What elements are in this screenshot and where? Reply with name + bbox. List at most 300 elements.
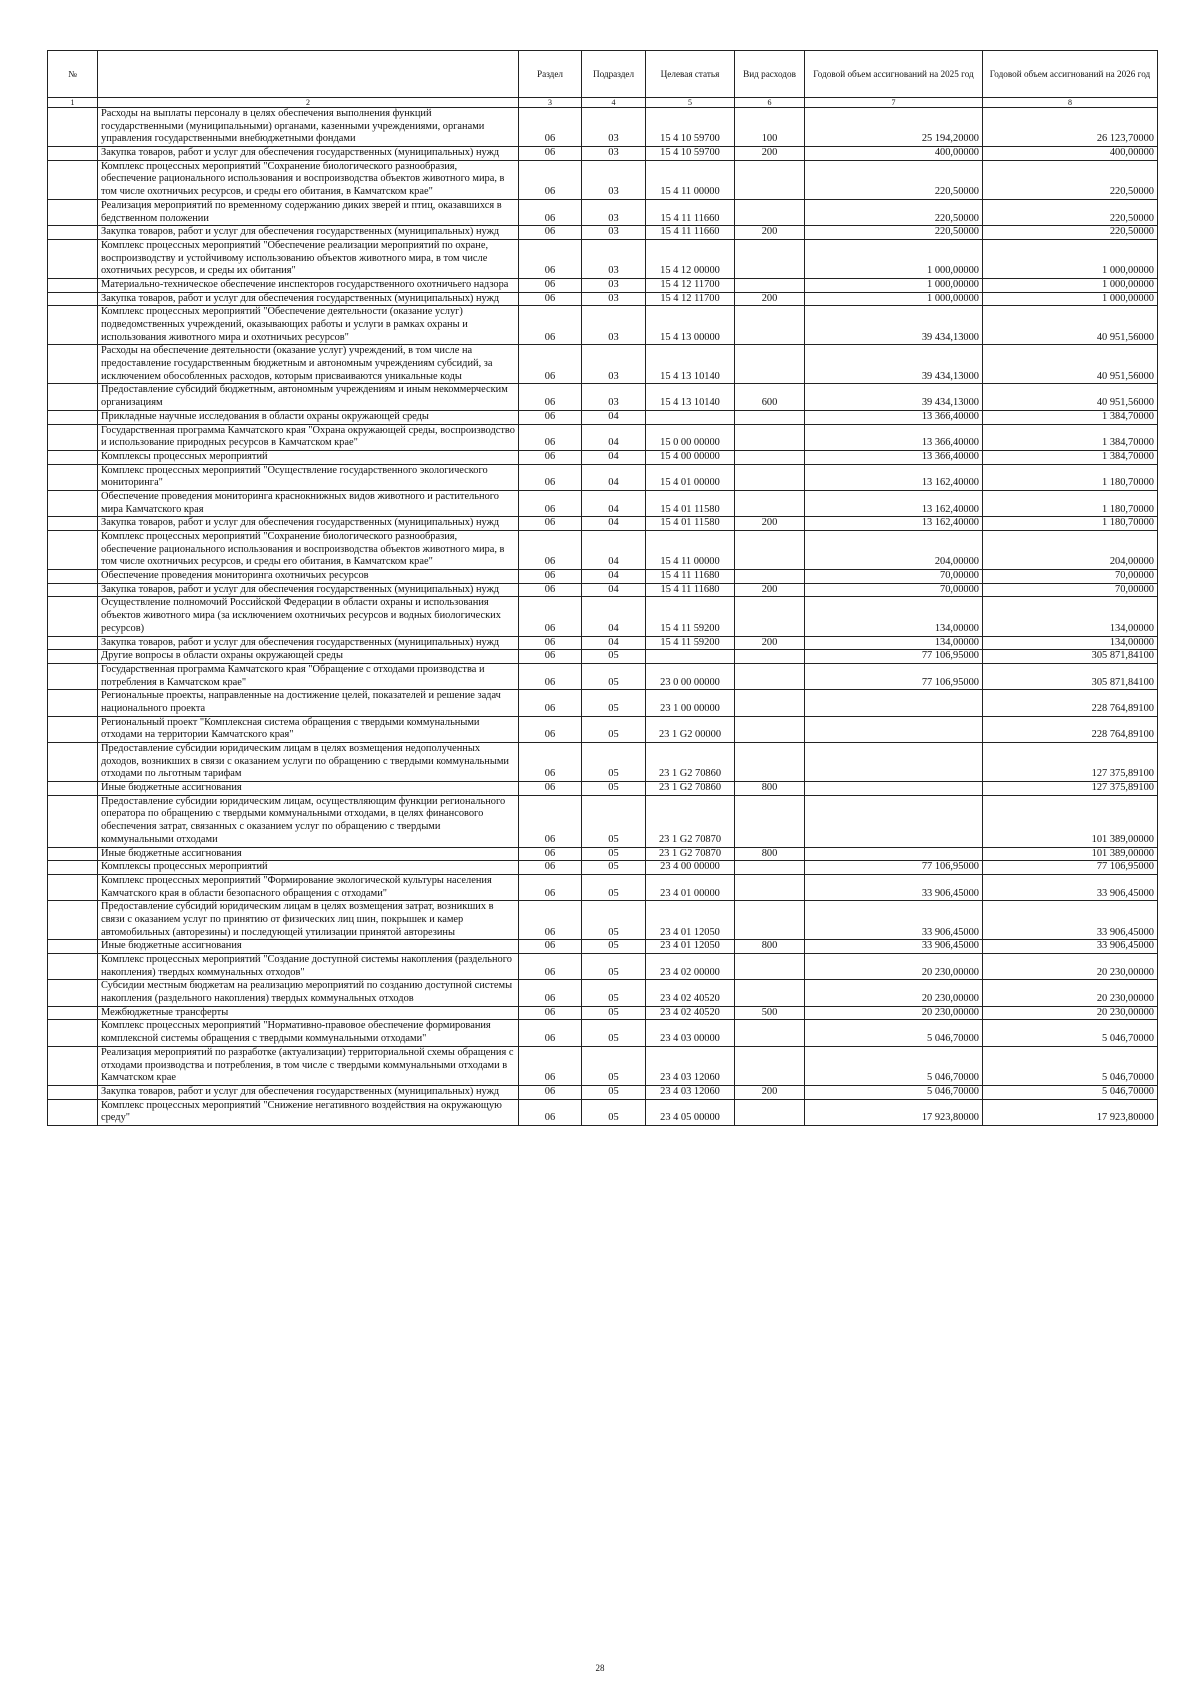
table-row (48, 570, 1158, 584)
cell-number (48, 901, 98, 940)
cell-podrazdel: 04 (582, 636, 646, 650)
cell-name: Реализация мероприятий по разработке (актуализации) территориальной схемы обращения с отходами производства и потребления, в том числе с твердыми коммунальными отходами в Камчатском крае (98, 1046, 519, 1085)
cell-expense-type: 100 (735, 108, 805, 147)
cell-volume-2025: 33 906,45000 (805, 940, 983, 954)
cell-name: Предоставление субсидий юридическим лицам в целях возмещения затрат, возникших в связи с оказанием услуг по принятию от физических лиц шин, покрышек и камер автомобильных (авторезины) и последующей утилизации принятой авторезины (98, 901, 519, 940)
cell-target-article: 23 1 G2 70870 (646, 847, 735, 861)
cell-number (48, 239, 98, 278)
cell-name: Иные бюджетные ассигнования (98, 782, 519, 796)
cell-volume-2025: 5 046,70000 (805, 1046, 983, 1085)
cell-number (48, 874, 98, 900)
cell-number (48, 345, 98, 384)
cell-name: Закупка товаров, работ и услуг для обеспечения государственных (муниципальных) нужд (98, 226, 519, 240)
cell-number (48, 583, 98, 597)
cell-name: Закупка товаров, работ и услуг для обеспечения государственных (муниципальных) нужд (98, 636, 519, 650)
cell-podrazdel: 05 (582, 861, 646, 875)
cell-razdel: 06 (519, 384, 582, 410)
cell-name: Иные бюджетные ассигнования (98, 940, 519, 954)
cell-razdel: 06 (519, 980, 582, 1006)
cell-target-article: 23 4 02 40520 (646, 1006, 735, 1020)
column-number: 8 (983, 98, 1158, 108)
cell-razdel: 06 (519, 160, 582, 199)
cell-volume-2025 (805, 847, 983, 861)
cell-razdel: 06 (519, 424, 582, 450)
cell-expense-type (735, 980, 805, 1006)
cell-expense-type (735, 743, 805, 782)
cell-target-article: 15 4 01 00000 (646, 464, 735, 490)
cell-volume-2026: 305 871,84100 (983, 650, 1158, 664)
cell-podrazdel: 05 (582, 690, 646, 716)
cell-razdel: 06 (519, 954, 582, 980)
cell-number (48, 292, 98, 306)
cell-podrazdel: 05 (582, 716, 646, 742)
table-row (48, 517, 1158, 531)
cell-name: Комплекс процессных мероприятий "Формирование экологической культуры населения Камчатского края в области безопасного обращения с отходами" (98, 874, 519, 900)
cell-podrazdel: 03 (582, 108, 646, 147)
cell-volume-2025: 25 194,20000 (805, 108, 983, 147)
cell-volume-2026: 17 923,80000 (983, 1099, 1158, 1125)
cell-target-article: 15 4 11 11660 (646, 226, 735, 240)
cell-volume-2025: 77 106,95000 (805, 650, 983, 664)
cell-expense-type (735, 531, 805, 570)
cell-volume-2026: 204,00000 (983, 531, 1158, 570)
cell-volume-2025: 39 434,13000 (805, 384, 983, 410)
cell-number (48, 782, 98, 796)
cell-volume-2025: 13 366,40000 (805, 410, 983, 424)
cell-number (48, 410, 98, 424)
cell-name: Иные бюджетные ассигнования (98, 847, 519, 861)
cell-podrazdel: 04 (582, 597, 646, 636)
table-row (48, 597, 1158, 636)
table-row (48, 424, 1158, 450)
cell-number (48, 690, 98, 716)
cell-volume-2025: 13 162,40000 (805, 464, 983, 490)
cell-number (48, 531, 98, 570)
cell-name: Предоставление субсидий бюджетным, автономным учреждениям и иным некоммерческим организациям (98, 384, 519, 410)
cell-name: Межбюджетные трансферты (98, 1006, 519, 1020)
cell-volume-2026: 220,50000 (983, 199, 1158, 225)
table-row (48, 954, 1158, 980)
cell-target-article: 15 4 11 11680 (646, 570, 735, 584)
cell-volume-2025: 77 106,95000 (805, 663, 983, 689)
cell-expense-type: 200 (735, 1085, 805, 1099)
cell-volume-2026: 101 389,00000 (983, 795, 1158, 847)
table-row (48, 636, 1158, 650)
cell-target-article: 15 4 00 00000 (646, 450, 735, 464)
cell-volume-2026: 134,00000 (983, 597, 1158, 636)
cell-target-article: 15 4 11 59200 (646, 636, 735, 650)
cell-number (48, 108, 98, 147)
cell-volume-2025: 134,00000 (805, 597, 983, 636)
cell-volume-2025: 220,50000 (805, 226, 983, 240)
cell-number (48, 743, 98, 782)
cell-number (48, 1020, 98, 1046)
cell-expense-type: 800 (735, 847, 805, 861)
table-row (48, 980, 1158, 1006)
cell-expense-type (735, 239, 805, 278)
cell-expense-type (735, 450, 805, 464)
cell-podrazdel: 03 (582, 278, 646, 292)
table-row (48, 795, 1158, 847)
cell-expense-type (735, 160, 805, 199)
cell-podrazdel: 05 (582, 1099, 646, 1125)
header-volume-2025: Годовой объем ассигнований на 2025 год (805, 51, 983, 98)
cell-expense-type (735, 570, 805, 584)
cell-volume-2025 (805, 795, 983, 847)
cell-name: Прикладные научные исследования в области охраны окружающей среды (98, 410, 519, 424)
cell-volume-2025: 13 162,40000 (805, 517, 983, 531)
cell-target-article: 15 4 12 00000 (646, 239, 735, 278)
cell-number (48, 464, 98, 490)
cell-target-article: 23 4 01 00000 (646, 874, 735, 900)
cell-razdel: 06 (519, 901, 582, 940)
cell-expense-type (735, 650, 805, 664)
cell-volume-2026: 127 375,89100 (983, 743, 1158, 782)
cell-razdel: 06 (519, 597, 582, 636)
cell-expense-type (735, 901, 805, 940)
cell-number (48, 226, 98, 240)
table-row (48, 490, 1158, 516)
cell-podrazdel: 03 (582, 239, 646, 278)
cell-razdel: 06 (519, 795, 582, 847)
cell-volume-2026: 1 180,70000 (983, 464, 1158, 490)
table-row (48, 384, 1158, 410)
cell-volume-2025: 13 366,40000 (805, 450, 983, 464)
cell-expense-type: 200 (735, 583, 805, 597)
cell-target-article: 15 4 11 00000 (646, 531, 735, 570)
cell-number (48, 980, 98, 1006)
cell-number (48, 278, 98, 292)
cell-volume-2026: 127 375,89100 (983, 782, 1158, 796)
cell-podrazdel: 03 (582, 292, 646, 306)
table-row (48, 861, 1158, 875)
cell-podrazdel: 04 (582, 410, 646, 424)
cell-volume-2025: 5 046,70000 (805, 1085, 983, 1099)
cell-name: Региональные проекты, направленные на достижение целей, показателей и решение задач национального проекта (98, 690, 519, 716)
cell-volume-2025 (805, 690, 983, 716)
budget-table-sheet (47, 50, 1157, 1126)
cell-name: Субсидии местным бюджетам на реализацию мероприятий по созданию доступной системы накопления (раздельного накопления) твердых коммунальных отходов (98, 980, 519, 1006)
column-number: 6 (735, 98, 805, 108)
cell-podrazdel: 05 (582, 795, 646, 847)
cell-volume-2026: 20 230,00000 (983, 980, 1158, 1006)
cell-expense-type: 800 (735, 940, 805, 954)
cell-podrazdel: 05 (582, 1006, 646, 1020)
cell-number (48, 424, 98, 450)
cell-name: Закупка товаров, работ и услуг для обеспечения государственных (муниципальных) нужд (98, 147, 519, 161)
cell-expense-type (735, 663, 805, 689)
cell-razdel: 06 (519, 292, 582, 306)
cell-razdel: 06 (519, 782, 582, 796)
cell-expense-type (735, 424, 805, 450)
cell-volume-2025: 77 106,95000 (805, 861, 983, 875)
table-row (48, 410, 1158, 424)
table-row (48, 1085, 1158, 1099)
cell-number (48, 1085, 98, 1099)
table-row (48, 663, 1158, 689)
cell-volume-2026: 400,00000 (983, 147, 1158, 161)
cell-razdel: 06 (519, 226, 582, 240)
cell-volume-2025: 400,00000 (805, 147, 983, 161)
cell-name: Комплексы процессных мероприятий (98, 861, 519, 875)
header-name (98, 51, 519, 98)
table-row (48, 464, 1158, 490)
cell-target-article: 15 4 10 59700 (646, 108, 735, 147)
table-row (48, 306, 1158, 345)
cell-name: Комплекс процессных мероприятий "Снижение негативного воздействия на окружающую среду" (98, 1099, 519, 1125)
cell-razdel: 06 (519, 147, 582, 161)
table-row (48, 782, 1158, 796)
table-row (48, 292, 1158, 306)
cell-razdel: 06 (519, 874, 582, 900)
cell-name: Комплекс процессных мероприятий "Обеспечение деятельности (оказание услуг) подведомственных учреждений, оказывающих работы и услуги в рамках охраны и использования животного мира и охотничьих ресурсов" (98, 306, 519, 345)
cell-number (48, 1046, 98, 1085)
cell-number (48, 1006, 98, 1020)
table-row (48, 450, 1158, 464)
cell-volume-2026: 70,00000 (983, 583, 1158, 597)
cell-target-article: 15 4 11 11660 (646, 199, 735, 225)
cell-name: Комплекс процессных мероприятий "Обеспечение реализации мероприятий по охране, воспроизводству и устойчивому использованию объектов животного мира, в том числе охотничьих ресурсов, и среды их обитания" (98, 239, 519, 278)
cell-name: Комплекс процессных мероприятий "Осуществление государственного экологического мониторинга" (98, 464, 519, 490)
cell-number (48, 847, 98, 861)
cell-number (48, 1099, 98, 1125)
cell-podrazdel: 04 (582, 517, 646, 531)
cell-name: Комплексы процессных мероприятий (98, 450, 519, 464)
cell-razdel: 06 (519, 410, 582, 424)
cell-expense-type (735, 716, 805, 742)
cell-volume-2025 (805, 743, 983, 782)
cell-target-article: 23 4 02 40520 (646, 980, 735, 1006)
cell-volume-2025: 13 162,40000 (805, 490, 983, 516)
cell-volume-2025: 33 906,45000 (805, 901, 983, 940)
cell-volume-2026: 1 000,00000 (983, 278, 1158, 292)
cell-volume-2026: 40 951,56000 (983, 306, 1158, 345)
cell-volume-2026: 33 906,45000 (983, 874, 1158, 900)
cell-podrazdel: 03 (582, 306, 646, 345)
cell-razdel: 06 (519, 663, 582, 689)
cell-name: Комплекс процессных мероприятий "Создание доступной системы накопления (раздельного накопления) твердых коммунальных отходов" (98, 954, 519, 980)
table-row (48, 239, 1158, 278)
cell-volume-2026: 1 384,70000 (983, 450, 1158, 464)
cell-podrazdel: 05 (582, 1046, 646, 1085)
cell-podrazdel: 04 (582, 464, 646, 490)
cell-target-article: 23 1 00 00000 (646, 690, 735, 716)
cell-volume-2026: 1 384,70000 (983, 424, 1158, 450)
cell-podrazdel: 03 (582, 384, 646, 410)
cell-volume-2026: 5 046,70000 (983, 1085, 1158, 1099)
cell-expense-type (735, 199, 805, 225)
page-number: 28 (595, 1663, 605, 1673)
cell-expense-type: 200 (735, 226, 805, 240)
header-razdel: Раздел (519, 51, 582, 98)
header-volume-2026: Годовой объем ассигнований на 2026 год (983, 51, 1158, 98)
cell-podrazdel: 03 (582, 147, 646, 161)
cell-number (48, 861, 98, 875)
cell-name: Осуществление полномочий Российской Федерации в области охраны и использования объектов животного мира (за исключением охотничьих ресурсов и водных биологических ресурсов) (98, 597, 519, 636)
cell-volume-2026: 1 180,70000 (983, 490, 1158, 516)
cell-target-article: 23 1 G2 70860 (646, 743, 735, 782)
cell-number (48, 954, 98, 980)
table-row (48, 199, 1158, 225)
cell-volume-2026: 77 106,95000 (983, 861, 1158, 875)
cell-target-article: 15 4 11 11680 (646, 583, 735, 597)
cell-target-article: 23 1 G2 70860 (646, 782, 735, 796)
table-row (48, 147, 1158, 161)
cell-podrazdel: 05 (582, 954, 646, 980)
cell-razdel: 06 (519, 940, 582, 954)
cell-name: Расходы на выплаты персоналу в целях обеспечения выполнения функций государственными (муниципальными) органами, казенными учреждениями, органами управления государственными внебюджетными фондами (98, 108, 519, 147)
cell-expense-type (735, 490, 805, 516)
cell-volume-2025: 1 000,00000 (805, 278, 983, 292)
header-expense-type: Вид расходов (735, 51, 805, 98)
cell-number (48, 517, 98, 531)
cell-razdel: 06 (519, 278, 582, 292)
cell-number (48, 490, 98, 516)
cell-volume-2025 (805, 716, 983, 742)
cell-podrazdel: 05 (582, 874, 646, 900)
cell-number (48, 570, 98, 584)
budget-table (47, 50, 1158, 1126)
cell-razdel: 06 (519, 743, 582, 782)
cell-target-article: 23 4 05 00000 (646, 1099, 735, 1125)
cell-podrazdel: 04 (582, 490, 646, 516)
cell-podrazdel: 04 (582, 424, 646, 450)
cell-volume-2025: 13 366,40000 (805, 424, 983, 450)
cell-name: Закупка товаров, работ и услуг для обеспечения государственных (муниципальных) нужд (98, 292, 519, 306)
cell-number (48, 306, 98, 345)
cell-expense-type: 800 (735, 782, 805, 796)
cell-name: Государственная программа Камчатского края "Обращение с отходами производства и потребления в Камчатском крае" (98, 663, 519, 689)
header-target-article: Целевая статья (646, 51, 735, 98)
cell-volume-2026: 20 230,00000 (983, 954, 1158, 980)
cell-name: Комплекс процессных мероприятий "Сохранение биологического разнообразия, обеспечение рационального использования и воспроизводства объектов животного мира, в том числе охотничьих ресурсов, и среды его обитания, в Камчатском крае" (98, 531, 519, 570)
cell-target-article: 23 4 00 00000 (646, 861, 735, 875)
cell-volume-2026: 1 000,00000 (983, 292, 1158, 306)
table-row (48, 531, 1158, 570)
cell-expense-type: 500 (735, 1006, 805, 1020)
cell-razdel: 06 (519, 650, 582, 664)
cell-expense-type (735, 597, 805, 636)
cell-volume-2026: 1 384,70000 (983, 410, 1158, 424)
cell-name: Реализация мероприятий по временному содержанию диких зверей и птиц, оказавшихся в бедственном положении (98, 199, 519, 225)
cell-razdel: 06 (519, 861, 582, 875)
cell-expense-type: 200 (735, 147, 805, 161)
cell-podrazdel: 05 (582, 980, 646, 1006)
cell-volume-2025: 134,00000 (805, 636, 983, 650)
cell-podrazdel: 04 (582, 450, 646, 464)
cell-target-article: 15 0 00 00000 (646, 424, 735, 450)
cell-target-article: 23 4 01 12050 (646, 940, 735, 954)
cell-expense-type (735, 1046, 805, 1085)
cell-volume-2025 (805, 782, 983, 796)
cell-razdel: 06 (519, 1085, 582, 1099)
cell-target-article: 15 4 10 59700 (646, 147, 735, 161)
cell-razdel: 06 (519, 690, 582, 716)
cell-razdel: 06 (519, 847, 582, 861)
cell-podrazdel: 05 (582, 743, 646, 782)
cell-razdel: 06 (519, 716, 582, 742)
cell-target-article: 15 4 11 00000 (646, 160, 735, 199)
cell-number (48, 663, 98, 689)
cell-volume-2026: 26 123,70000 (983, 108, 1158, 147)
cell-volume-2025: 5 046,70000 (805, 1020, 983, 1046)
cell-target-article (646, 410, 735, 424)
table-row (48, 1006, 1158, 1020)
cell-expense-type (735, 861, 805, 875)
cell-target-article: 15 4 12 11700 (646, 292, 735, 306)
cell-target-article: 15 4 13 00000 (646, 306, 735, 345)
header-no: № (48, 51, 98, 98)
cell-podrazdel: 03 (582, 345, 646, 384)
table-row (48, 278, 1158, 292)
cell-podrazdel: 03 (582, 160, 646, 199)
cell-volume-2026: 40 951,56000 (983, 384, 1158, 410)
cell-volume-2026: 40 951,56000 (983, 345, 1158, 384)
cell-target-article: 23 4 03 12060 (646, 1046, 735, 1085)
cell-volume-2026: 134,00000 (983, 636, 1158, 650)
table-row (48, 1046, 1158, 1085)
table-row (48, 345, 1158, 384)
table-body (48, 108, 1158, 1126)
table-row (48, 226, 1158, 240)
cell-number (48, 199, 98, 225)
table-row (48, 874, 1158, 900)
cell-podrazdel: 05 (582, 1020, 646, 1046)
cell-target-article: 23 4 02 00000 (646, 954, 735, 980)
cell-target-article: 23 4 03 12060 (646, 1085, 735, 1099)
table-row (48, 108, 1158, 147)
cell-volume-2025: 70,00000 (805, 583, 983, 597)
cell-volume-2025: 39 434,13000 (805, 306, 983, 345)
cell-expense-type (735, 464, 805, 490)
cell-podrazdel: 05 (582, 1085, 646, 1099)
cell-razdel: 06 (519, 636, 582, 650)
cell-target-article: 15 4 01 11580 (646, 517, 735, 531)
cell-target-article: 15 4 12 11700 (646, 278, 735, 292)
cell-podrazdel: 03 (582, 199, 646, 225)
cell-volume-2026: 1 000,00000 (983, 239, 1158, 278)
cell-name: Предоставление субсидии юридическим лицам в целях возмещения недополученных доходов, возникших в связи с оказанием услуги по обращению с твердыми коммунальными отходами по льготным тарифам (98, 743, 519, 782)
column-number: 2 (98, 98, 519, 108)
cell-volume-2026: 101 389,00000 (983, 847, 1158, 861)
cell-podrazdel: 04 (582, 570, 646, 584)
cell-number (48, 384, 98, 410)
cell-number (48, 147, 98, 161)
cell-expense-type: 600 (735, 384, 805, 410)
cell-name: Комплекс процессных мероприятий "Нормативно-правовое обеспечение формирования комплексной системы обращения с твердыми коммунальными отходами" (98, 1020, 519, 1046)
column-number: 3 (519, 98, 582, 108)
cell-number (48, 160, 98, 199)
cell-number (48, 650, 98, 664)
table-row (48, 901, 1158, 940)
cell-expense-type (735, 410, 805, 424)
cell-name: Государственная программа Камчатского края "Охрана окружающей среды, воспроизводство и использование природных ресурсов в Камчатском крае" (98, 424, 519, 450)
table-row (48, 716, 1158, 742)
cell-expense-type (735, 278, 805, 292)
cell-podrazdel: 05 (582, 901, 646, 940)
cell-volume-2025: 17 923,80000 (805, 1099, 983, 1125)
cell-number (48, 716, 98, 742)
cell-number (48, 940, 98, 954)
cell-podrazdel: 04 (582, 531, 646, 570)
cell-volume-2026: 220,50000 (983, 160, 1158, 199)
cell-volume-2026: 5 046,70000 (983, 1046, 1158, 1085)
cell-volume-2025: 70,00000 (805, 570, 983, 584)
cell-expense-type: 200 (735, 636, 805, 650)
cell-volume-2025: 20 230,00000 (805, 954, 983, 980)
cell-target-article: 15 4 01 11580 (646, 490, 735, 516)
cell-volume-2026: 228 764,89100 (983, 690, 1158, 716)
